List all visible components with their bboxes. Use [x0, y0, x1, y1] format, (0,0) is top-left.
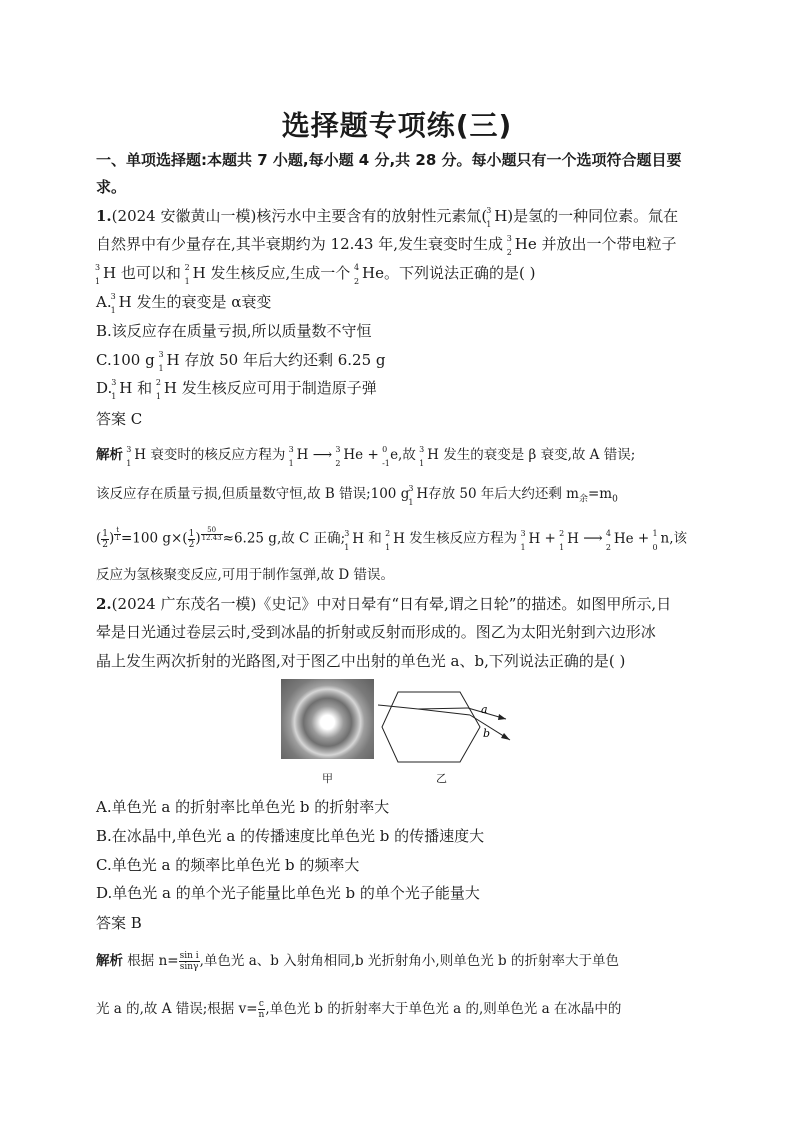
ray-label-a: a — [481, 703, 488, 716]
q2-explanation-line2: 光 a 的,故 A 错误;根据 v= $\frac{c}{n}$ ,单色光 b 的折射率大于单色光 a 的,则单色光 a 在冰晶中的 — [96, 999, 622, 1020]
q2-option-b: B.在冰晶中,单色光 a 的传播速度比单色光 b 的传播速度大 — [96, 827, 485, 845]
q2-stem-line1: 2.(2024 广东茂名一模)《史记》中对日晕有“日有晕,谓之日轮”的描述。如图甲所示,日 — [96, 595, 672, 613]
incident-ray — [378, 705, 418, 709]
ray-label-b: b — [483, 727, 491, 740]
isotope-h3: 3 1 H — [486, 206, 508, 229]
figure-label-yi: 乙 — [436, 772, 447, 785]
q1-option-d: D. 3 1 H 和 2 1 H 发生核反应可用于制造原子弹 — [96, 378, 377, 401]
q2-option-c: C.单色光 a 的频率比单色光 b 的频率大 — [96, 856, 360, 874]
q1-option-b: B.该反应存在质量亏损,所以质量数不守恒 — [96, 322, 372, 340]
q1-stem-line3: 3 1 H 也可以和 2 1 H 发生核反应,生成一个 4 2 He。下列说法正确的是( ) — [95, 263, 536, 286]
q1-explanation-line3: ( $\frac{1}{2}$ ) $^{\frac{t}{T}}$ =100 g×( $\frac{1}{2}$ ) $^{\frac{50}{12.43}}$ ≈6.25 g,故 C 正确; 3 1 H 和 2 1 H 发生核反应方程为 3 1 H + 2 1 H ⟶ 4 2 He + 1 0 n,该 — [96, 526, 688, 552]
q2-option-a: A.单色光 a 的折射率比单色光 b 的折射率大 — [96, 798, 390, 816]
refracted-ray-b-in — [418, 709, 470, 715]
hexagon-ray-diagram — [378, 680, 520, 764]
ice-hexagon — [382, 692, 480, 762]
q2-stem-line3: 晶上发生两次折射的光路图,对于图乙中出射的单色光 a、b,下列说法正确的是( ) — [96, 652, 626, 670]
q1-option-a: A. 3 1 H 发生的衰变是 α衰变 — [96, 292, 272, 315]
q1-explanation-line2: 该反应存在质量亏损,但质量数守恒,故 B 错误;100 g 3 1 H存放 50 年后大约还剩 $m_余=m_0$ — [96, 484, 618, 507]
q1-option-c: C.100 g 3 1 H 存放 50 年后大约还剩 6.25 g — [96, 350, 386, 373]
q1-stem-line2: 自然界中有少量存在,其半衰期约为 12.43 年,发生衰变时生成 3 2 He 并放出一个带电粒子 — [96, 234, 677, 257]
q1-explanation-line4: 反应为氢核聚变反应,可用于制作氢弹,故 D 错误。 — [96, 567, 394, 583]
section-heading-cont: 求。 — [96, 178, 127, 196]
page-title: 选择题专项练(三) — [281, 109, 513, 142]
q1-stem-line1: 1.(2024 安徽黄山一模)核污水中主要含有的放射性元素氚( 3 1 H)是氢的一种同位素。氚在 — [96, 206, 679, 229]
arrowhead-a — [498, 714, 506, 720]
section-heading: 一、单项选择题:本题共 7 小题,每小题 4 分,共 28 分。每小题只有一个选项符合题目要 — [96, 151, 682, 169]
arrowhead-b — [501, 733, 510, 740]
refracted-ray-a-in — [418, 708, 468, 709]
q2-option-d: D.单色光 a 的单个光子能量比单色光 b 的单个光子能量大 — [96, 884, 480, 902]
figure-label-jia: 甲 — [322, 772, 333, 785]
q1-explanation-line1: 解析 3 1 H 衰变时的核反应方程为 3 1 H ⟶ 3 2 He + 0 -1 e,故 3 1 H 发生的衰变是 β 衰变,故 A 错误; — [96, 445, 636, 468]
q2-explanation-line1: 解析 根据 n= $\frac{\text{sin i}}{\sin\gamma}$ ,单色光 a、b 入射角相同,b 光折射角小,则单色光 b 的折射率大于单色 — [96, 951, 619, 972]
q1-answer: 答案 C — [96, 410, 143, 428]
sun-halo-photo — [281, 679, 374, 759]
q2-stem-line2: 晕是日光通过卷层云时,受到冰晶的折射或反射而形成的。图乙为太阳光射到六边形冰 — [96, 623, 656, 641]
q2-answer: 答案 B — [96, 914, 142, 932]
